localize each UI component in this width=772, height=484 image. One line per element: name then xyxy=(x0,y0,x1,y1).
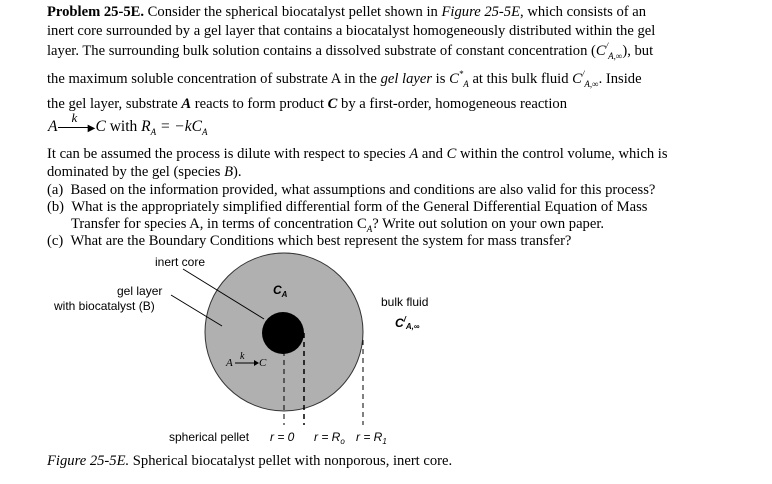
question-a: (a) Based on the information provided, what assumptions and conditions are also valid for this process? xyxy=(47,182,656,198)
svg-text:k: k xyxy=(240,351,245,362)
c-inf-label: $C^/_{A,\infty}$ xyxy=(395,315,420,331)
problem-line-3: layer. The surrounding bulk solution contains a dissolved substrate of constant concentration $(C^/_{A,\infty})$, but xyxy=(47,41,654,61)
problem-label: Problem 25-5E. xyxy=(47,4,145,20)
biocatalyst-label: with biocatalyst (B) xyxy=(54,299,155,313)
problem-line-1: Problem 25-5E. Consider the spherical biocatalyst pellet shown in Figure 25-5E, which consists of an xyxy=(47,4,647,20)
problem-line-2: inert core surrounded by a gel layer that contains a biocatalyst homogeneously distributed within the gel xyxy=(47,23,656,39)
r0-label: r = 0 xyxy=(270,430,295,444)
r1-label: $r = R_1$ xyxy=(356,430,387,446)
problem-line-5: the gel layer, substrate A reacts to form product C by a first-order, homogeneous reaction xyxy=(47,96,568,112)
assumption-line-2: dominated by the gel (species B). xyxy=(47,164,242,180)
inert-core-label: inert core xyxy=(155,255,206,269)
c-a-inf-symbol: $C^/_{A,\infty}$ xyxy=(595,41,623,61)
question-b: (b) What is the appropriately simplified differential form of the General Differential Equation of Mass xyxy=(47,199,648,215)
assumption-line-1: It can be assumed the process is dilute with respect to species A and C within the control volume, which is xyxy=(47,146,668,162)
figure-reference: Figure 25-5E xyxy=(441,4,521,20)
svg-text:A: A xyxy=(226,357,233,369)
figure-caption-text: Spherical biocatalyst pellet with nonporous, inert core. xyxy=(132,453,453,469)
spherical-pellet-label: spherical pellet xyxy=(169,430,250,444)
c-a-inf-symbol-2: $C^/_{A,\infty}$ xyxy=(572,69,599,89)
bulk-fluid-label: bulk fluid xyxy=(381,295,429,309)
question-b-continued: Transfer for species A, in terms of concentration $C_A$? Write out solution on your own paper. xyxy=(71,216,605,234)
ca-label: $C_A$ xyxy=(273,283,288,299)
c-a-star-symbol: $C^*_A$ xyxy=(449,69,469,89)
question-c: (c) What are the Boundary Conditions which best represent the system for mass transfer? xyxy=(47,233,572,249)
problem-line-4: the maximum soluble concentration of substrate A in the gel layer is $C^*_A$ at this bulk fluid $C^/_{A,\infty}$. Inside xyxy=(47,69,642,89)
figure-caption: Figure 25-5E. Spherical biocatalyst pellet with nonporous, inert core. xyxy=(47,453,453,469)
reaction-equation: A k ▶C with $R_A = -kC_A$ xyxy=(48,110,208,138)
svg-text:C: C xyxy=(259,357,267,369)
gel-layer-label: gel layer xyxy=(117,284,163,298)
inert-core-circle xyxy=(262,312,304,354)
ro-label: $r = R_o$ xyxy=(314,430,345,446)
